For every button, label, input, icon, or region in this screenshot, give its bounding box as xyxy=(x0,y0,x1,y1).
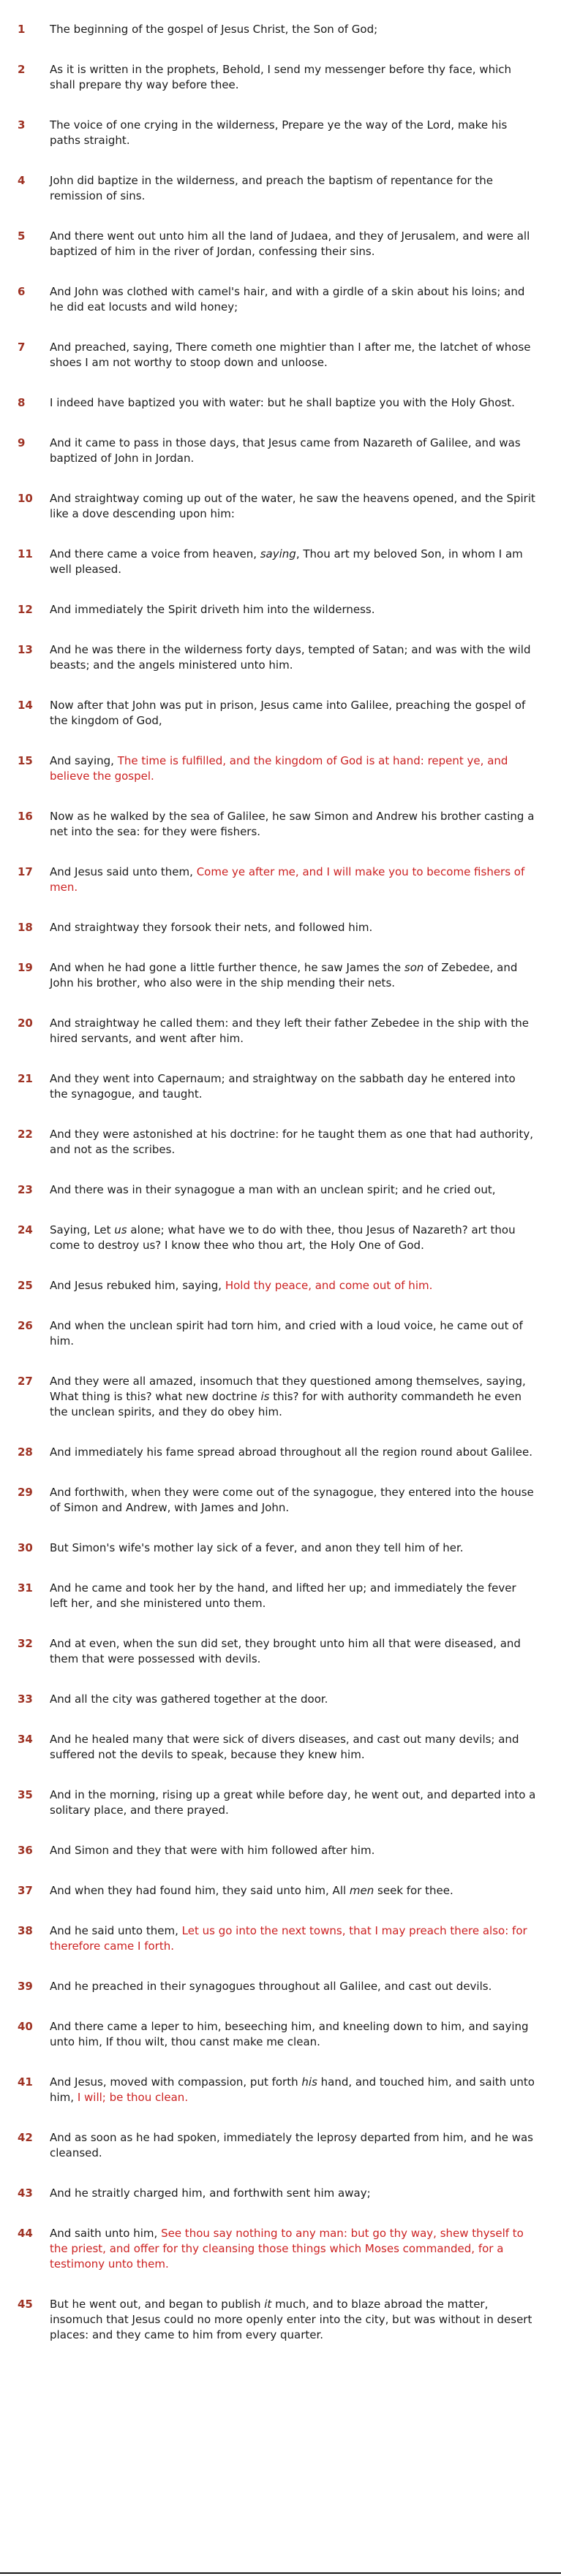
verse-row xyxy=(18,642,542,673)
verse-row xyxy=(18,2226,542,2272)
verse-body-text: And straightway coming up out of the water, he saw the heavens opened, and the Spirit like a dove descending upon him: xyxy=(50,492,535,520)
verse-row xyxy=(18,1485,542,1516)
verse-text xyxy=(50,1182,537,1198)
verse-number: 26 xyxy=(18,1319,33,1332)
verse-body-text: alone; what have we to do with thee, thou Jesus of Nazareth? art thou come to destroy us? I know thee who thou art, the Holy One of God. xyxy=(50,1223,516,1252)
red-letter-text: Let us go into the next towns, that I may preach there also: for therefore came I forth. xyxy=(50,1924,527,1953)
verse-row xyxy=(18,1787,542,1818)
verse-number: 3 xyxy=(18,118,26,132)
verse-body-text: much, and to blaze abroad the matter, insomuch that Jesus could no more openly enter into the city, but was without in desert places: and they came to him from every quarter. xyxy=(50,2298,532,2341)
verse-text xyxy=(50,340,537,371)
verse-body-text: And they went into Capernaum; and straightway on the sabbath day he entered into the synagogue, and taught. xyxy=(50,1072,516,1101)
verse-number: 43 xyxy=(18,2186,33,2200)
verse-body-text: And when the unclean spirit had torn him, and cried with a loud voice, he came out of him. xyxy=(50,1319,523,1348)
verse-number: 8 xyxy=(18,396,26,409)
verse-text xyxy=(50,2297,537,2343)
verse-row xyxy=(18,62,542,93)
verse-list xyxy=(18,22,542,2343)
verse-text xyxy=(50,173,537,204)
verse-row xyxy=(18,960,542,991)
verse-row xyxy=(18,809,542,840)
verse-body-text: And he preached in their synagogues throughout all Galilee, and cast out devils. xyxy=(50,1980,492,1993)
verse-body-text: And there came a voice from heaven, xyxy=(50,547,260,561)
verse-row xyxy=(18,1883,542,1899)
verse-number: 36 xyxy=(18,1844,33,1857)
verse-body-text: And Jesus rebuked him, saying, xyxy=(50,1279,225,1292)
verse-text xyxy=(50,1636,537,1667)
verse-number: 14 xyxy=(18,699,33,712)
verse-row xyxy=(18,284,542,315)
verse-body-text: And he was there in the wilderness forty days, tempted of Satan; and was with the wild beasts; and the angels ministered unto him. xyxy=(50,643,531,672)
verse-number: 45 xyxy=(18,2298,33,2311)
verse-body-text: And at even, when the sun did set, they brought unto him all that were diseased, and them that were possessed with devils. xyxy=(50,1637,521,1665)
verse-text xyxy=(50,436,537,466)
italic-supplied-word: it xyxy=(264,2298,272,2311)
verse-number: 29 xyxy=(18,1486,33,1499)
verse-body-text: , Thou art my beloved Son, in whom I am well pleased. xyxy=(50,547,523,576)
verse-number: 28 xyxy=(18,1445,33,1459)
verse-text xyxy=(50,602,537,618)
verse-number: 27 xyxy=(18,1375,33,1388)
verse-text xyxy=(50,547,537,577)
verse-row xyxy=(18,2186,542,2201)
verse-number: 37 xyxy=(18,1884,33,1897)
verse-body-text: And forthwith, when they were come out of the synagogue, they entered into the house of Simon and Andrew, with James and John. xyxy=(50,1486,534,1514)
verse-body-text: And as soon as he had spoken, immediately the leprosy departed from him, and he was cleansed. xyxy=(50,2131,533,2159)
verse-row xyxy=(18,1581,542,1611)
verse-row xyxy=(18,229,542,259)
verse-row xyxy=(18,1127,542,1158)
verse-body-text: And he said unto them, xyxy=(50,1924,182,1937)
verse-number: 6 xyxy=(18,285,26,298)
verse-number: 1 xyxy=(18,23,26,36)
italic-supplied-word: men xyxy=(349,1884,374,1897)
verse-number: 42 xyxy=(18,2131,33,2144)
verse-number: 15 xyxy=(18,754,33,767)
italic-supplied-word: son xyxy=(404,961,424,974)
verse-body-text: And he straitly charged him, and forthwith sent him away; xyxy=(50,2186,371,2200)
verse-text xyxy=(50,1278,537,1293)
verse-text xyxy=(50,1071,537,1102)
verse-body-text: And he came and took her by the hand, and lifted her up; and immediately the fever left her, and she ministered unto them. xyxy=(50,1581,516,1610)
verse-body-text: And saith unto him, xyxy=(50,2227,162,2240)
verse-row xyxy=(18,1445,542,1460)
verse-number: 23 xyxy=(18,1183,33,1196)
red-letter-text: The time is fulfilled, and the kingdom of God is at hand: repent ye, and believe the gospel. xyxy=(50,754,508,783)
verse-row xyxy=(18,2075,542,2105)
verse-text xyxy=(50,491,537,522)
verse-number: 20 xyxy=(18,1017,33,1030)
verse-number: 17 xyxy=(18,865,33,878)
verse-row xyxy=(18,22,542,37)
verse-text xyxy=(50,62,537,93)
verse-number: 22 xyxy=(18,1128,33,1141)
verse-row xyxy=(18,1223,542,1253)
verse-text xyxy=(50,2075,537,2105)
verse-text xyxy=(50,1223,537,1253)
verse-body-text: And saying, xyxy=(50,754,118,767)
verse-text xyxy=(50,960,537,991)
verse-row xyxy=(18,1374,542,1420)
verse-number: 30 xyxy=(18,1541,33,1554)
verse-body-text: The beginning of the gospel of Jesus Christ, the Son of God; xyxy=(50,23,378,36)
verse-row xyxy=(18,1636,542,1667)
verse-text xyxy=(50,1883,537,1899)
verse-row xyxy=(18,1979,542,1994)
verse-body-text: And they were astonished at his doctrine: for he taught them as one that had authority, and not as the scribes. xyxy=(50,1128,533,1156)
verse-body-text: this? for with authority commandeth he even the unclean spirits, and they do obey him. xyxy=(50,1390,522,1418)
verse-number: 40 xyxy=(18,2020,33,2033)
verse-row xyxy=(18,2130,542,2161)
verse-body-text: And Jesus, moved with compassion, put forth xyxy=(50,2075,302,2089)
verse-body-text: And when they had found him, they said unto him, All xyxy=(50,1884,350,1897)
italic-supplied-word: us xyxy=(114,1223,127,1236)
red-letter-text: Come ye after me, and I will make you to become fishers of men. xyxy=(50,865,525,894)
verse-body-text: hand, and touched him, and saith unto him, xyxy=(50,2075,535,2104)
verse-number: 12 xyxy=(18,603,33,616)
verse-row xyxy=(18,2019,542,2050)
verse-row xyxy=(18,547,542,577)
verse-number: 25 xyxy=(18,1279,33,1292)
verse-body-text: And when he had gone a little further thence, he saw James the xyxy=(50,961,404,974)
verse-text xyxy=(50,1485,537,1516)
verse-text xyxy=(50,1692,537,1707)
verse-row xyxy=(18,698,542,729)
verse-row xyxy=(18,173,542,204)
verse-number: 18 xyxy=(18,921,33,934)
verse-number: 32 xyxy=(18,1637,33,1650)
verse-text xyxy=(50,118,537,148)
verse-row xyxy=(18,753,542,784)
verse-row xyxy=(18,602,542,618)
verse-number: 33 xyxy=(18,1692,33,1706)
verse-text xyxy=(50,2130,537,2161)
verse-number: 21 xyxy=(18,1072,33,1085)
verse-body-text: And there came a leper to him, beseeching him, and kneeling down to him, and saying unto him, If thou wilt, thou canst make me clean. xyxy=(50,2020,529,2048)
verse-row xyxy=(18,1182,542,1198)
verse-body-text: And straightway he called them: and they left their father Zebedee in the ship with the hired servants, and went after him. xyxy=(50,1017,530,1045)
verse-row xyxy=(18,1071,542,1102)
verse-body-text: And it came to pass in those days, that Jesus came from Nazareth of Galilee, and was baptized of John in Jordan. xyxy=(50,436,521,465)
verse-text xyxy=(50,1127,537,1158)
verse-body-text: And preached, saying, There cometh one mightier than I after me, the latchet of whose shoes I am not worthy to stoop down and unloose. xyxy=(50,341,531,369)
italic-supplied-word: his xyxy=(301,2075,317,2089)
verse-body-text: As it is written in the prophets, Behold, I send my messenger before thy face, which shall prepare thy way before thee. xyxy=(50,63,511,91)
verse-number: 39 xyxy=(18,1980,33,1993)
verse-row xyxy=(18,2297,542,2343)
verse-number: 16 xyxy=(18,810,33,823)
verse-body-text: Now as he walked by the sea of Galilee, he saw Simon and Andrew his brother casting a net into the sea: for they were fishers. xyxy=(50,810,535,838)
verse-body-text: And Jesus said unto them, xyxy=(50,865,197,878)
verse-row xyxy=(18,1318,542,1349)
verse-text xyxy=(50,1318,537,1349)
bottom-divider xyxy=(0,2572,561,2574)
verse-body-text: Now after that John was put in prison, Jesus came into Galilee, preaching the gospel of the kingdom of God, xyxy=(50,699,526,727)
verse-row xyxy=(18,1923,542,1954)
verse-number: 34 xyxy=(18,1733,33,1746)
verse-text xyxy=(50,1581,537,1611)
verse-text xyxy=(50,920,537,935)
verse-number: 13 xyxy=(18,643,33,656)
verse-row xyxy=(18,1016,542,1046)
verse-body-text: But he went out, and began to publish xyxy=(50,2298,265,2311)
red-letter-text: See thou say nothing to any man: but go thy way, shew thyself to the priest, and offer for thy cleansing those things which Moses commanded, for a testimony unto them. xyxy=(50,2227,524,2271)
verse-text xyxy=(50,642,537,673)
verse-row xyxy=(18,1540,542,1556)
verse-body-text: John did baptize in the wilderness, and preach the baptism of repentance for the remission of sins. xyxy=(50,174,494,202)
verse-number: 10 xyxy=(18,492,33,505)
verse-body-text: And they were all amazed, insomuch that they questioned among themselves, saying, What thing is this? what new doctrine xyxy=(50,1375,526,1403)
verse-text xyxy=(50,698,537,729)
verse-row xyxy=(18,436,542,466)
verse-text xyxy=(50,1787,537,1818)
verse-body-text: And there went out unto him all the land of Judaea, and they of Jerusalem, and were all baptized of him in the river of Jordan, confessing their sins. xyxy=(50,229,530,258)
verse-row xyxy=(18,1732,542,1763)
verse-row xyxy=(18,1692,542,1707)
verse-body-text: And immediately his fame spread abroad throughout all the region round about Galilee. xyxy=(50,1445,532,1459)
verse-row xyxy=(18,118,542,148)
verse-text xyxy=(50,1540,537,1556)
verse-text xyxy=(50,1445,537,1460)
verse-body-text: And there was in their synagogue a man with an unclean spirit; and he cried out, xyxy=(50,1183,496,1196)
verse-number: 41 xyxy=(18,2075,33,2089)
verse-number: 24 xyxy=(18,1223,33,1236)
verse-text xyxy=(50,1374,537,1420)
italic-supplied-word: saying xyxy=(260,547,296,561)
verse-text xyxy=(50,753,537,784)
verse-text xyxy=(50,229,537,259)
verse-text xyxy=(50,284,537,315)
verse-number: 7 xyxy=(18,341,26,354)
verse-row xyxy=(18,491,542,522)
verse-row xyxy=(18,1843,542,1858)
verse-body-text: And in the morning, rising up a great while before day, he went out, and departed into a solitary place, and there prayed. xyxy=(50,1788,536,1817)
verse-body-text: The voice of one crying in the wilderness, Prepare ye the way of the Lord, make his paths straight. xyxy=(50,118,508,147)
verse-row xyxy=(18,395,542,411)
italic-supplied-word: is xyxy=(260,1390,270,1403)
verse-text xyxy=(50,809,537,840)
verse-row xyxy=(18,1278,542,1293)
red-letter-text: I will; be thou clean. xyxy=(77,2091,189,2104)
verse-number: 44 xyxy=(18,2227,33,2240)
verse-text xyxy=(50,1843,537,1858)
verse-text xyxy=(50,22,537,37)
verse-number: 2 xyxy=(18,63,26,76)
verse-number: 5 xyxy=(18,229,26,243)
verse-body-text: Saying, Let xyxy=(50,1223,115,1236)
verse-row xyxy=(18,920,542,935)
verse-body-text: of Zebedee, and John his brother, who also were in the ship mending their nets. xyxy=(50,961,518,989)
verse-text xyxy=(50,1732,537,1763)
verse-number: 4 xyxy=(18,174,26,187)
verse-number: 9 xyxy=(18,436,26,449)
verse-number: 19 xyxy=(18,961,33,974)
verse-body-text: I indeed have baptized you with water: but he shall baptize you with the Holy Ghost. xyxy=(50,396,515,409)
verse-text xyxy=(50,1016,537,1046)
verse-text xyxy=(50,2186,537,2201)
verse-row xyxy=(18,865,542,895)
verse-body-text: And straightway they forsook their nets, and followed him. xyxy=(50,921,373,934)
red-letter-text: Hold thy peace, and come out of him. xyxy=(225,1279,433,1292)
verse-body-text: seek for thee. xyxy=(374,1884,453,1897)
verse-body-text: And all the city was gathered together at the door. xyxy=(50,1692,328,1706)
verse-number: 35 xyxy=(18,1788,33,1801)
verse-text xyxy=(50,2019,537,2050)
verse-body-text: And Simon and they that were with him followed after him. xyxy=(50,1844,375,1857)
verse-number: 38 xyxy=(18,1924,33,1937)
verse-text xyxy=(50,2226,537,2272)
verse-body-text: But Simon's wife's mother lay sick of a fever, and anon they tell him of her. xyxy=(50,1541,464,1554)
verse-row xyxy=(18,340,542,371)
verse-text xyxy=(50,1923,537,1954)
verse-text xyxy=(50,865,537,895)
verse-body-text: And immediately the Spirit driveth him into the wilderness. xyxy=(50,603,375,616)
verse-body-text: And John was clothed with camel's hair, and with a girdle of a skin about his loins; and he did eat locusts and wild honey; xyxy=(50,285,525,314)
verse-text xyxy=(50,395,537,411)
verse-text xyxy=(50,1979,537,1994)
verse-number: 11 xyxy=(18,547,33,561)
verse-body-text: And he healed many that were sick of divers diseases, and cast out many devils; and suffered not the devils to speak, because they knew him. xyxy=(50,1733,519,1761)
verse-number: 31 xyxy=(18,1581,33,1595)
